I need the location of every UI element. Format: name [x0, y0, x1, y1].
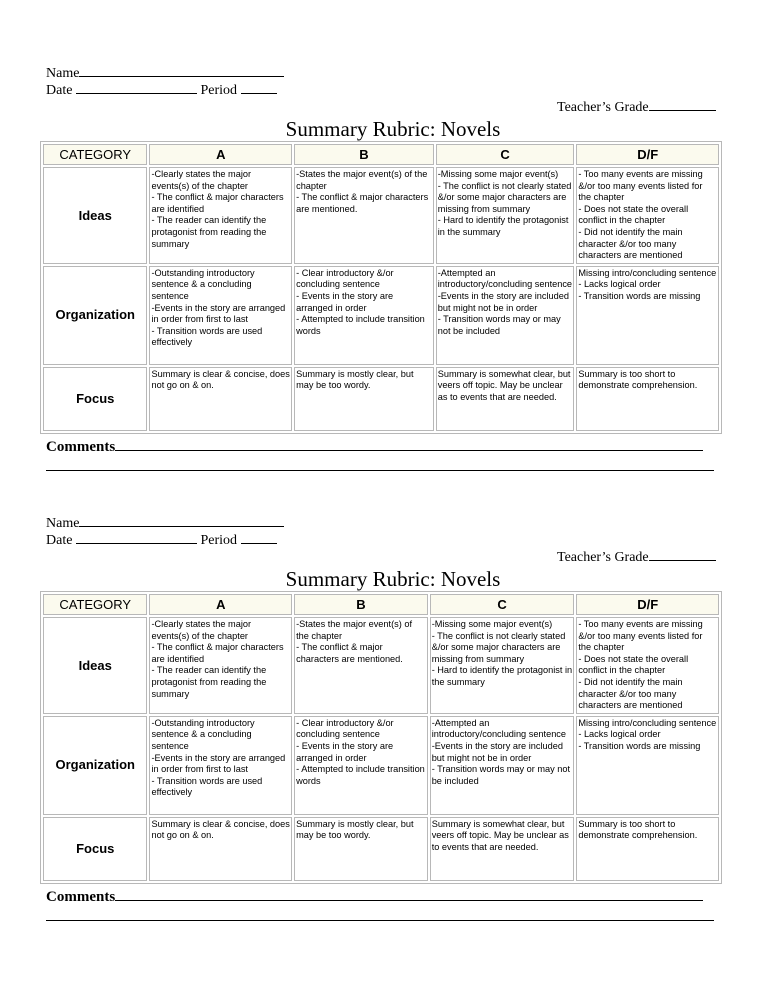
name-line [46, 64, 284, 82]
cell-text: - Clear introductory &/or concluding sentence [296, 267, 394, 290]
cell-text: - Transition words are missing [578, 290, 701, 301]
cell-text: - Clear introductory &/or concluding sentence [296, 717, 394, 740]
cell-ideas-c [436, 167, 575, 264]
table-row-focus [43, 367, 719, 431]
cell-text: -Attempted an introductory/concluding sentence [431, 717, 567, 740]
cell-focus-df [576, 817, 719, 881]
header-row [43, 594, 719, 615]
cell-text: - Attempted to include transition words [296, 314, 425, 336]
cell-text: - Does not state the overall conflict in the chapter [578, 203, 689, 226]
row-header-ideas: Ideas [43, 617, 147, 714]
cell-text: -Events in the story are included but might not be in order [431, 740, 563, 763]
cell-focus-b [294, 817, 428, 881]
cell-text: - Transition words are missing [578, 740, 701, 751]
period-blank[interactable] [241, 531, 277, 544]
cell-organization-a [149, 266, 292, 365]
cell-ideas-b [294, 167, 434, 264]
cell-text: - Did not identify the main character &/or too many characters are mentioned [578, 226, 683, 261]
column-header-a: A [149, 594, 292, 615]
date-label: Date [46, 533, 73, 548]
cell-ideas-c [430, 617, 575, 714]
grade-blank[interactable] [649, 98, 716, 111]
cell-text: Summary is clear & concise, does not go on & on. [151, 818, 290, 841]
cell-text: - Too many events are missing &/or too many events listed for the chapter [578, 619, 703, 653]
cell-text: Missing intro/concluding sentence [578, 267, 717, 278]
cell-text: Summary is too short to demonstrate comprehension. [578, 368, 698, 391]
table-row-organization [43, 716, 719, 815]
period-blank[interactable] [241, 81, 277, 94]
column-header-b: B [294, 144, 434, 165]
cell-text: - Attempted to include transition words [296, 764, 425, 786]
date-blank[interactable] [76, 531, 197, 544]
grade-label: Teacher’s Grade [557, 100, 649, 115]
table-row-focus [43, 817, 719, 881]
column-header-c: C [430, 594, 575, 615]
cell-text: -Clearly states the major events(s) of the chapter [151, 619, 252, 641]
cell-text: - Events in the story are arranged in order [296, 740, 394, 763]
comments-blank-2[interactable] [46, 470, 714, 471]
period-label: Period [200, 533, 237, 548]
cell-text: - Transition words may or may not be included [437, 314, 561, 336]
cell-organization-c [430, 716, 575, 815]
cell-text: - The reader can identify the protagonist from reading the summary [151, 215, 267, 249]
cell-text: - The reader can identify the protagonist from reading the summary [151, 665, 267, 699]
cell-focus-a [149, 367, 292, 431]
cell-ideas-a [149, 617, 292, 714]
cell-text: -Events in the story are included but might not be in order [437, 290, 569, 313]
cell-text: - Does not state the overall conflict in the chapter [578, 653, 689, 676]
cell-focus-c [436, 367, 575, 431]
comments-line [46, 437, 703, 456]
cell-text: - The conflict & major characters are mentioned. [296, 642, 403, 664]
cell-text: Summary is clear & concise, does not go on & on. [151, 368, 290, 391]
cell-text: Missing intro/concluding sentence [578, 717, 717, 728]
date-label: Date [46, 83, 73, 98]
cell-organization-df [576, 716, 719, 815]
cell-text: - The conflict & major characters are mentioned. [296, 192, 429, 214]
cell-text: - Events in the story are arranged in order [296, 290, 394, 313]
comments-blank[interactable] [115, 437, 703, 451]
name-line [46, 514, 284, 532]
cell-text: -Missing some major event(s) [431, 619, 553, 629]
cell-focus-a [149, 817, 292, 881]
comments-blank-2[interactable] [46, 920, 714, 921]
table-row-ideas [43, 617, 719, 714]
name-label: Name [46, 516, 80, 531]
cell-text: Summary is mostly clear, but may be too wordy. [296, 818, 414, 841]
rubric-title: Summary Rubric: Novels [285, 117, 501, 141]
column-header-df: D/F [576, 144, 719, 165]
column-header-a: A [149, 144, 292, 165]
cell-text: - The conflict & major characters are identified [151, 642, 284, 664]
cell-text: -States the major event(s) of the chapter [296, 619, 413, 641]
column-header-category: CATEGORY [43, 144, 147, 165]
column-header-b: B [294, 594, 428, 615]
row-header-organization: Organization [43, 716, 147, 815]
rubric-title: Summary Rubric: Novels [285, 567, 501, 591]
table-row-ideas [43, 167, 719, 264]
cell-text: - The conflict & major characters are identified [151, 192, 284, 214]
cell-text: -States the major event(s) of the chapter [296, 169, 428, 191]
cell-text: -Clearly states the major events(s) of the chapter [151, 169, 252, 191]
date-line [46, 531, 277, 549]
cell-text: Summary is somewhat clear, but veers off topic. May be unclear as to events that are needed. [431, 818, 569, 852]
row-header-focus: Focus [43, 367, 147, 431]
comments-line [46, 887, 703, 906]
cell-text: - The conflict is not clearly stated &/or some major characters are missing from summary [437, 180, 572, 214]
cell-text: -Outstanding introductory sentence & a concluding sentence [151, 717, 255, 751]
name-blank[interactable] [79, 514, 284, 527]
cell-text: -Outstanding introductory sentence & a concluding sentence [151, 267, 255, 301]
name-blank[interactable] [79, 64, 284, 77]
teacher-grade [557, 548, 716, 566]
cell-organization-b [294, 266, 434, 365]
cell-text: -Missing some major event(s) [437, 169, 559, 179]
cell-text: - Did not identify the main character &/or too many characters are mentioned [578, 676, 683, 711]
grade-label: Teacher’s Grade [557, 550, 649, 565]
cell-text: - Hard to identify the protagonist in the summary [437, 215, 569, 237]
column-header-df: D/F [576, 594, 719, 615]
column-header-category: CATEGORY [43, 594, 147, 615]
cell-text: -Events in the story are arranged in order from first to last [151, 302, 286, 325]
table-row-organization [43, 266, 719, 365]
cell-text: -Events in the story are arranged in order from first to last [151, 752, 286, 775]
cell-ideas-b [294, 617, 428, 714]
period-label: Period [200, 83, 237, 98]
cell-organization-a [149, 716, 292, 815]
column-header-c: C [436, 144, 575, 165]
cell-text: - Transition words are used effectively [151, 325, 263, 348]
cell-ideas-df [576, 617, 719, 714]
cell-focus-c [430, 817, 575, 881]
cell-text: Summary is too short to demonstrate comprehension. [578, 818, 698, 841]
cell-text: - Too many events are missing &/or too many events listed for the chapter [578, 169, 703, 203]
cell-text: - The conflict is not clearly stated &/or some major characters are missing from summary [431, 630, 566, 664]
cell-text: - Hard to identify the protagonist in the summary [431, 665, 573, 687]
cell-organization-c [436, 266, 575, 365]
row-header-ideas: Ideas [43, 167, 147, 264]
cell-text: - Transition words may or may not be included [431, 764, 571, 786]
row-header-focus: Focus [43, 817, 147, 881]
cell-text: - Transition words are used effectively [151, 775, 263, 798]
rubric-table [40, 591, 722, 884]
header-row [43, 144, 719, 165]
cell-organization-b [294, 716, 428, 815]
comments-label: Comments [46, 439, 116, 455]
comments-label: Comments [46, 889, 116, 905]
cell-text: - Lacks logical order [578, 729, 661, 740]
teacher-grade [557, 98, 716, 116]
date-line [46, 81, 277, 99]
grade-blank[interactable] [649, 548, 716, 561]
cell-focus-b [294, 367, 434, 431]
rubric-table [40, 141, 722, 434]
cell-ideas-a [149, 167, 292, 264]
row-header-organization: Organization [43, 266, 147, 365]
cell-text: - Lacks logical order [578, 279, 661, 290]
date-blank[interactable] [76, 81, 197, 94]
name-label: Name [46, 66, 80, 81]
comments-blank[interactable] [115, 887, 703, 901]
cell-text: Summary is mostly clear, but may be too wordy. [296, 368, 414, 391]
cell-organization-df [576, 266, 719, 365]
cell-ideas-df [576, 167, 719, 264]
cell-text: -Attempted an introductory/concluding sentence [437, 267, 573, 290]
cell-text: Summary is somewhat clear, but veers off topic. May be unclear as to events that are needed. [437, 368, 571, 402]
cell-focus-df [576, 367, 719, 431]
